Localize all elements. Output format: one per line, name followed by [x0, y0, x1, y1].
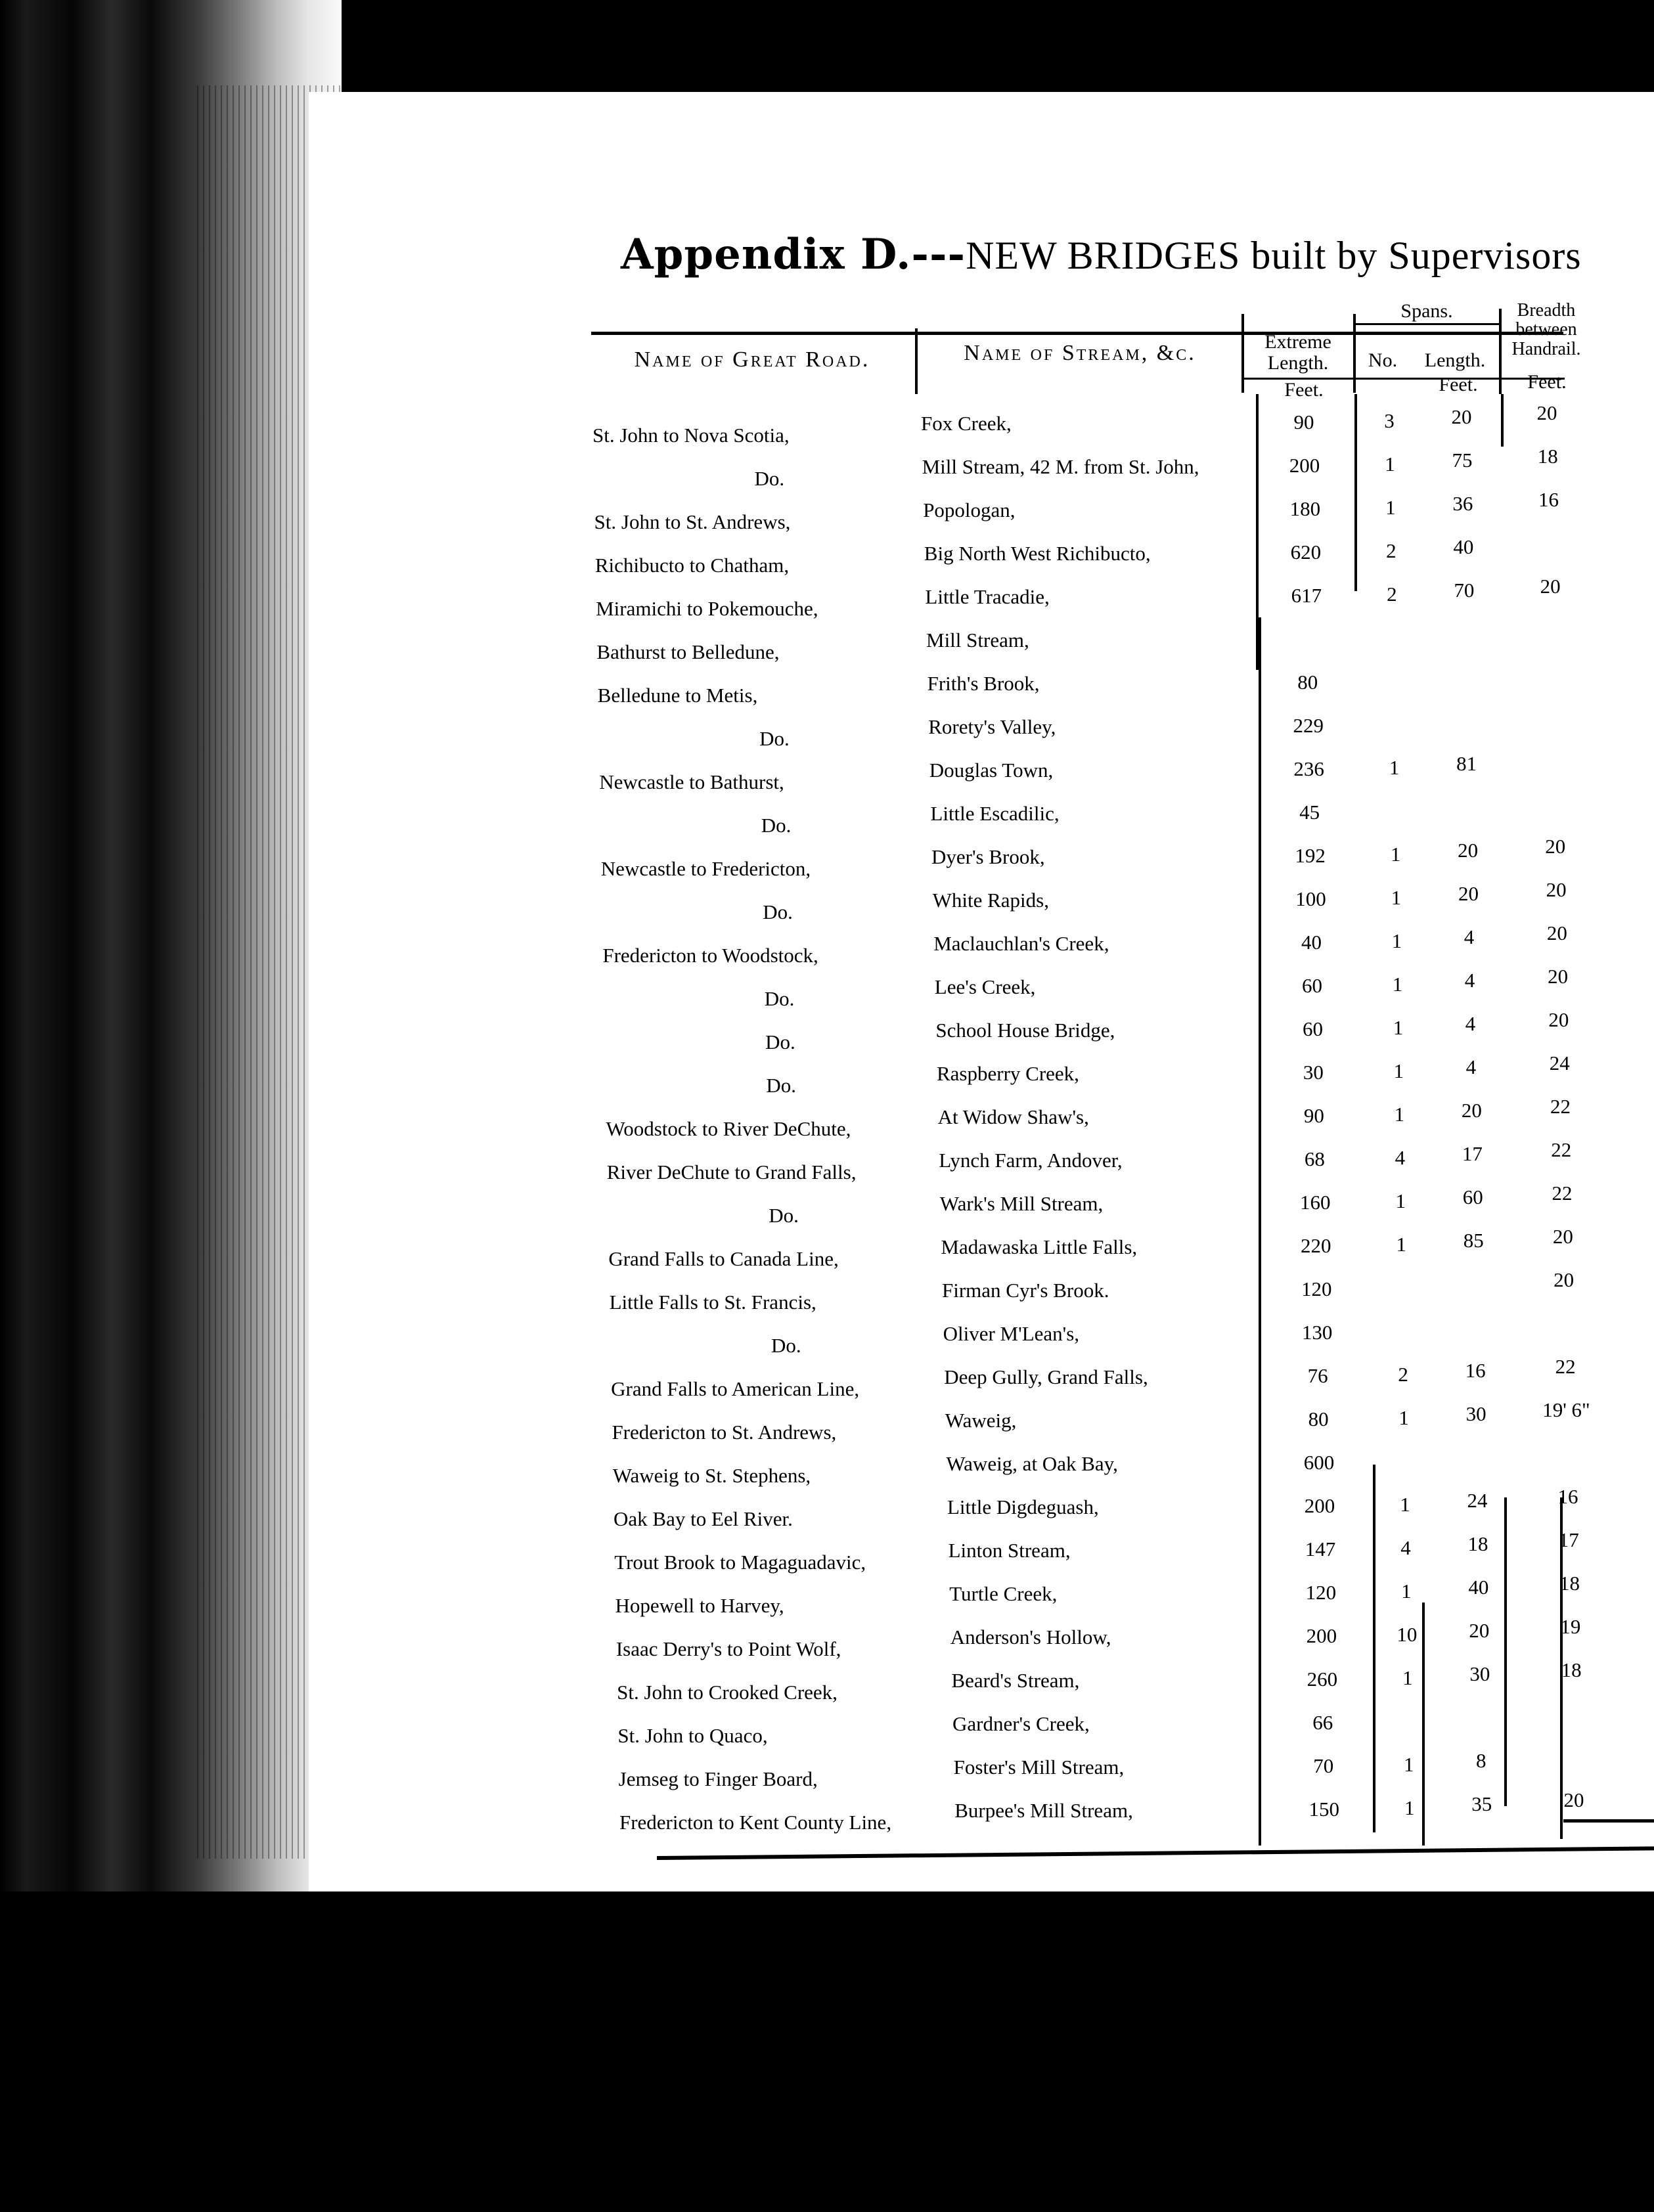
- spans-length: 20: [1458, 839, 1479, 862]
- extreme-length: 30: [1303, 1061, 1324, 1084]
- column-rule-extreme: [1259, 617, 1261, 1846]
- stream-name: Little Escadilic,: [930, 802, 1060, 825]
- extreme-length: 45: [1299, 801, 1320, 824]
- extreme-length: 200: [1306, 1624, 1337, 1647]
- stream-name: White Rapids,: [932, 889, 1049, 912]
- extreme-length: 120: [1301, 1277, 1332, 1300]
- breadth-between-handrail: 22: [1550, 1095, 1571, 1118]
- breadth-between-handrail: 20: [1553, 1268, 1575, 1291]
- breadth-between-handrail: 19' 6": [1542, 1398, 1590, 1421]
- header-extreme-length: [1245, 332, 1351, 373]
- spans-length: 60: [1462, 1185, 1483, 1208]
- stream-name: Mill Stream, 42 M. from St. John,: [922, 455, 1199, 478]
- extreme-length: 90: [1303, 1104, 1324, 1127]
- column-rule-no: [1354, 394, 1357, 591]
- road-name: St. John to Quaco,: [617, 1724, 768, 1747]
- spans-number: 4: [1395, 1146, 1406, 1169]
- header-top-rule: [591, 332, 1563, 335]
- spans-number: 1: [1401, 1580, 1412, 1603]
- spans-length: 20: [1461, 1099, 1482, 1122]
- spans-length: 40: [1468, 1576, 1489, 1599]
- stream-name: Beard's Stream,: [951, 1669, 1080, 1692]
- extreme-length: 600: [1303, 1451, 1335, 1474]
- spans-length: 75: [1452, 449, 1473, 472]
- stream-name: Burpee's Mill Stream,: [954, 1799, 1133, 1822]
- stream-name: Frith's Brook,: [927, 672, 1040, 695]
- spans-length: 8: [1476, 1749, 1486, 1772]
- stream-name: Firman Cyr's Brook.: [942, 1279, 1109, 1302]
- breadth-between-handrail: 20: [1563, 1788, 1584, 1811]
- spans-number: 2: [1398, 1363, 1408, 1386]
- header-divider: [1241, 314, 1244, 393]
- spans-length: 24: [1467, 1489, 1488, 1512]
- road-name: Miramichi to Pokemouche,: [596, 597, 818, 620]
- spans-number: 1: [1396, 1233, 1406, 1256]
- stream-name: Gardner's Creek,: [952, 1712, 1090, 1735]
- breadth-between-handrail: 20: [1548, 965, 1569, 988]
- breadth-between-handrail: 20: [1546, 878, 1567, 901]
- breadth-between-handrail: 20: [1546, 921, 1567, 944]
- header-road: Name of Great Road.: [634, 347, 870, 372]
- spans-number: 1: [1385, 453, 1395, 476]
- road-name: River DeChute to Grand Falls,: [606, 1161, 857, 1183]
- spans-number: 1: [1391, 929, 1402, 952]
- extreme-length: 120: [1305, 1581, 1337, 1604]
- stream-name: At Widow Shaw's,: [937, 1105, 1089, 1128]
- stream-name: Foster's Mill Stream,: [953, 1756, 1125, 1779]
- spans-number: 1: [1394, 1103, 1405, 1126]
- table-end-rule: [1563, 1819, 1654, 1823]
- spans-number: 1: [1393, 1016, 1404, 1039]
- road-name: Newcastle to Bathurst,: [599, 770, 784, 793]
- breadth-between-handrail: 24: [1549, 1051, 1570, 1074]
- extreme-length: 70: [1313, 1754, 1334, 1777]
- spans-length: 20: [1451, 405, 1472, 428]
- stream-name: Lynch Farm, Andover,: [939, 1149, 1123, 1172]
- spans-length: 4: [1464, 969, 1475, 992]
- road-name: Belledune to Metis,: [597, 684, 758, 707]
- road-name: St. John to Crooked Creek,: [617, 1681, 838, 1704]
- road-name: Do.: [766, 1074, 796, 1097]
- road-name: Fredericton to St. Andrews,: [612, 1421, 837, 1444]
- extreme-length: 130: [1301, 1321, 1333, 1344]
- road-name: Richibucto to Chatham,: [594, 554, 790, 577]
- road-name: Do.: [754, 467, 785, 490]
- extreme-length: 150: [1308, 1798, 1339, 1821]
- stream-name: Little Digdeguash,: [947, 1495, 1099, 1518]
- extreme-length: 160: [1300, 1191, 1331, 1214]
- spans-number: 1: [1400, 1493, 1410, 1516]
- road-name: Fredericton to Kent County Line,: [619, 1811, 892, 1834]
- header-stream: Name of Stream, &c.: [964, 341, 1196, 365]
- stream-name: Rorety's Valley,: [928, 715, 1056, 738]
- extreme-length: 620: [1290, 541, 1322, 564]
- breadth-between-handrail: 17: [1558, 1528, 1579, 1551]
- spans-length: 70: [1454, 579, 1475, 602]
- road-name: St. John to Nova Scotia,: [592, 424, 790, 447]
- stream-name: Waweig,: [945, 1409, 1017, 1432]
- scan-background: [0, 1891, 1654, 2212]
- extreme-length: 90: [1293, 410, 1314, 433]
- header-breadth: [1500, 301, 1592, 359]
- stream-name: Mill Stream,: [926, 629, 1029, 652]
- stream-name: Big North West Richibucto,: [924, 542, 1151, 565]
- spans-number: 2: [1387, 583, 1397, 606]
- spans-length: 85: [1463, 1229, 1484, 1252]
- road-name: Fredericton to Woodstock,: [602, 944, 818, 967]
- feet-unit-length: Feet.: [1439, 374, 1478, 395]
- stream-name: Anderson's Hollow,: [950, 1626, 1111, 1648]
- spans-number: 1: [1391, 886, 1402, 909]
- road-name: Do.: [765, 1030, 795, 1053]
- feet-unit-extreme: Feet.: [1284, 379, 1324, 401]
- extreme-length: 192: [1295, 844, 1326, 867]
- header-spans: Spans.: [1400, 300, 1453, 322]
- road-name: Little Falls to St. Francis,: [609, 1291, 816, 1314]
- extreme-length: 200: [1289, 454, 1320, 477]
- breadth-between-handrail: 19: [1560, 1615, 1581, 1638]
- road-name: Oak Bay to Eel River.: [614, 1507, 793, 1530]
- spans-length: 40: [1453, 535, 1474, 558]
- breadth-between-handrail: 18: [1537, 445, 1558, 468]
- page-title: [621, 230, 1599, 279]
- extreme-length: 180: [1289, 497, 1321, 520]
- spans-number: 1: [1385, 496, 1396, 519]
- extreme-length: 229: [1293, 714, 1324, 737]
- stream-name: Maclauchlan's Creek,: [933, 932, 1109, 955]
- road-name: Waweig to St. Stephens,: [612, 1464, 811, 1487]
- extreme-length: 76: [1307, 1364, 1328, 1387]
- road-name: Do.: [759, 727, 790, 750]
- spans-number: 1: [1393, 1059, 1404, 1082]
- stream-name: Lee's Creek,: [934, 975, 1036, 998]
- road-name: Bathurst to Belledune,: [596, 640, 780, 663]
- spans-number: 10: [1397, 1623, 1418, 1646]
- spans-length: 4: [1464, 925, 1475, 948]
- road-name: Jemseg to Finger Board,: [618, 1767, 818, 1790]
- stream-name: Dyer's Brook,: [931, 845, 1045, 868]
- spans-number: 1: [1398, 1406, 1409, 1429]
- breadth-between-handrail: 18: [1559, 1572, 1580, 1595]
- stream-name: Deep Gully, Grand Falls,: [944, 1365, 1148, 1388]
- title-rest: NEW BRIDGES built by Supervisors: [966, 234, 1582, 277]
- stream-name: Popologan,: [923, 498, 1016, 521]
- stream-name: Fox Creek,: [921, 412, 1012, 435]
- extreme-length: 236: [1293, 757, 1324, 780]
- header-spans-length: Length.: [1424, 349, 1486, 371]
- breadth-between-handrail: 22: [1551, 1138, 1572, 1161]
- extreme-length: 68: [1304, 1147, 1325, 1170]
- road-name: Newcastle to Fredericton,: [600, 857, 811, 880]
- extreme-length: 60: [1301, 974, 1322, 997]
- stream-name: Little Tracadie,: [925, 585, 1050, 608]
- road-name: Trout Brook to Magaguadavic,: [614, 1551, 866, 1574]
- spans-number: 3: [1384, 409, 1395, 432]
- road-name: St. John to St. Andrews,: [594, 510, 791, 533]
- spans-length: 36: [1452, 492, 1473, 515]
- extreme-length: 617: [1291, 584, 1322, 607]
- header-extreme-length-text: Extreme Length.: [1264, 331, 1331, 374]
- extreme-length: 147: [1305, 1537, 1336, 1560]
- breadth-between-handrail: 20: [1545, 835, 1566, 858]
- spans-number: 1: [1392, 973, 1403, 996]
- breadth-between-handrail: 22: [1555, 1355, 1576, 1378]
- road-name: Do.: [771, 1334, 801, 1357]
- road-name: Woodstock to River DeChute,: [606, 1117, 851, 1140]
- spans-length: 18: [1467, 1532, 1488, 1555]
- spans-length: 81: [1456, 752, 1477, 775]
- road-name: Hopewell to Harvey,: [615, 1594, 784, 1617]
- header-divider: [1353, 314, 1356, 393]
- extreme-length: 220: [1300, 1234, 1331, 1257]
- road-name: Grand Falls to American Line,: [611, 1377, 860, 1400]
- road-name: Do.: [763, 900, 793, 923]
- header-divider: [915, 328, 918, 394]
- stream-name: School House Bridge,: [935, 1019, 1115, 1042]
- road-name: Do.: [769, 1204, 799, 1227]
- spans-number: 2: [1386, 539, 1397, 562]
- spans-length: 20: [1469, 1619, 1490, 1642]
- feet-unit-breadth: Feet.: [1527, 371, 1567, 393]
- column-rule-no: [1373, 1465, 1375, 1832]
- header-breadth-text: Breadth between Handrail.: [1511, 300, 1581, 359]
- stream-name: Madawaska Little Falls,: [941, 1235, 1138, 1258]
- header-spans-no: No.: [1368, 349, 1398, 371]
- road-name: Do.: [764, 987, 795, 1010]
- spans-length: 4: [1465, 1012, 1476, 1035]
- title-appendix: Appendix D.---: [621, 230, 966, 279]
- stream-name: Oliver M'Lean's,: [943, 1322, 1080, 1345]
- spans-number: 4: [1400, 1536, 1411, 1559]
- road-name: Grand Falls to Canada Line,: [608, 1247, 839, 1270]
- stream-name: Linton Stream,: [948, 1539, 1071, 1562]
- breadth-between-handrail: 16: [1538, 488, 1559, 511]
- stream-name: Wark's Mill Stream,: [939, 1192, 1104, 1215]
- breadth-between-handrail: 20: [1548, 1008, 1569, 1031]
- spans-number: 1: [1389, 756, 1400, 779]
- breadth-between-handrail: 20: [1552, 1225, 1573, 1248]
- stream-name: Raspberry Creek,: [937, 1062, 1079, 1085]
- spans-number: 1: [1390, 843, 1401, 866]
- breadth-between-handrail: 20: [1536, 401, 1557, 424]
- extreme-length: 200: [1304, 1494, 1335, 1517]
- spans-length: 35: [1471, 1792, 1492, 1815]
- breadth-between-handrail: 16: [1557, 1485, 1578, 1508]
- spans-length: 17: [1462, 1142, 1483, 1165]
- spans-length: 20: [1458, 882, 1479, 905]
- extreme-length: 80: [1297, 671, 1318, 694]
- extreme-length: 260: [1307, 1668, 1338, 1691]
- extreme-length: 100: [1295, 887, 1326, 910]
- spans-number: 1: [1404, 1753, 1414, 1776]
- spans-length: 16: [1465, 1359, 1486, 1382]
- spans-length: 30: [1469, 1662, 1490, 1685]
- extreme-length: 66: [1312, 1711, 1333, 1734]
- road-name: Do.: [761, 814, 792, 837]
- spans-number: 1: [1402, 1666, 1413, 1689]
- extreme-length: 40: [1301, 931, 1322, 954]
- stream-name: Turtle Creek,: [949, 1582, 1058, 1605]
- spans-number: 1: [1404, 1796, 1415, 1819]
- column-rule-breadth: [1501, 394, 1504, 447]
- road-name: Isaac Derry's to Point Wolf,: [615, 1637, 841, 1660]
- breadth-between-handrail: 22: [1552, 1182, 1573, 1205]
- spans-rule: [1354, 323, 1499, 325]
- stream-name: Douglas Town,: [929, 759, 1054, 782]
- breadth-between-handrail: 20: [1540, 575, 1561, 598]
- breadth-between-handrail: 18: [1561, 1658, 1582, 1681]
- stream-name: Waweig, at Oak Bay,: [946, 1452, 1118, 1475]
- spans-number: 1: [1395, 1189, 1406, 1212]
- spans-length: 30: [1465, 1402, 1486, 1425]
- spans-length: 4: [1465, 1055, 1477, 1078]
- extreme-length: 80: [1308, 1407, 1329, 1430]
- extreme-length: 60: [1302, 1017, 1323, 1040]
